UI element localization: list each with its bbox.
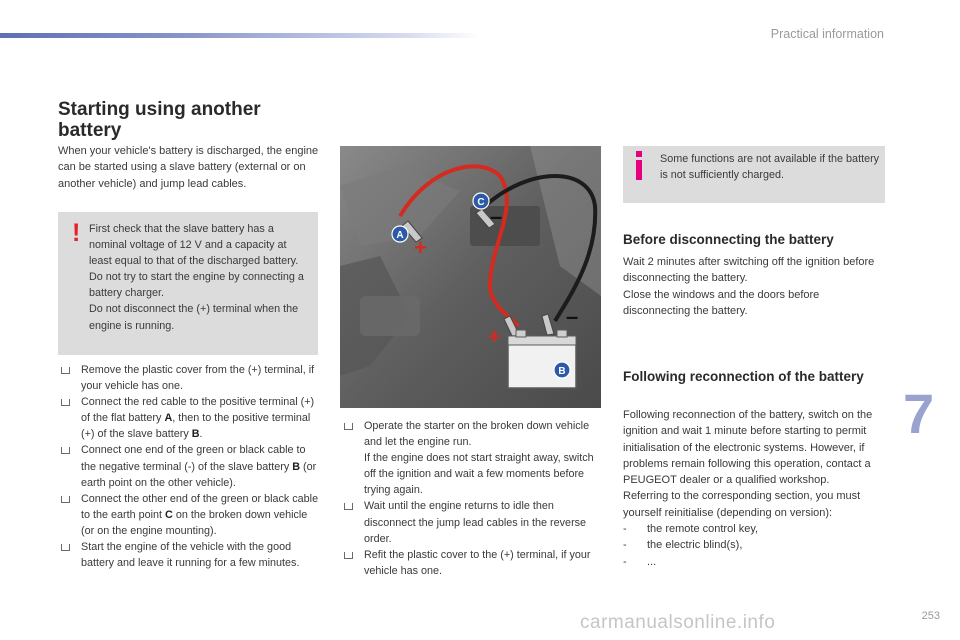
disconnect-text: Wait 2 minutes after switching off the ignition before disconnecting the battery. Close the windows and the doors before disconnecting the battery. [623,256,875,317]
chapter-number: 7 [903,382,935,445]
info-text: Some functions are not available if the battery is not sufficiently charged. [660,153,880,182]
steps-list-middle [343,418,605,579]
checkbox-bullet-icon [344,503,353,510]
checkbox-bullet-icon [344,552,353,559]
info-box [623,146,885,203]
list-item: Connect the red cable to the positive terminal (+) of the flat battery A, then to the positive terminal (+) of the slave battery B. [60,394,322,442]
section-title: Practical information [770,27,884,41]
list-item: - ... [623,554,885,570]
list-item: Connect the other end of the green or black cable to the earth point C on the broken down vehicle (or on the engine mounting). [60,491,322,539]
label-a-marker [392,226,408,242]
section-heading-disconnect: Before disconnecting the battery [623,232,834,247]
list-item: - the remote control key, [623,521,885,537]
checkbox-bullet-icon [61,447,70,454]
battery-ref: B [191,428,200,441]
minus-sign: – [566,304,579,329]
engine-bay-graphic [340,146,601,408]
earth-point-ref: C [165,508,173,521]
list-item: - the electric blind(s), [623,537,885,553]
section-heading-reconnect: Following reconnection of the battery [623,369,864,384]
list-item: Remove the plastic cover from the (+) terminal, if your vehicle has one. [60,362,322,394]
list-item: Connect one end of the green or black cable to the negative terminal (-) of the slave battery B (or earth point on the other vehicle). [60,442,322,490]
svg-text:C: C [477,197,485,208]
battery-icon [508,330,576,388]
warning-line: Do not disconnect the (+) terminal when the engine is running. [89,303,299,332]
steps-list-left [60,362,322,571]
svg-text:B: B [558,366,566,377]
list-item: Operate the starter on the broken down vehicle and let the engine run. If the engine does not start straight away, switch off the ignition and wait a few moments before trying again. [343,418,605,498]
exclamation-icon: ! [72,219,81,247]
list-item: Wait until the engine returns to idle then disconnect the jump lead cables in the reverse order. [343,498,605,546]
svg-text:A: A [396,230,404,241]
plus-sign: + [414,235,427,260]
page-title: Starting using another battery [58,99,261,141]
checkbox-bullet-icon [61,544,70,551]
warning-line: Do not try to start the engine by connecting a battery charger. [89,271,304,300]
reconnect-text: Following reconnection of the battery, switch on the ignition and wait 1 minute before starting to permit initialisation of the electronic systems. However, if problems remain following this operation, contact a PEUGEOT dealer or a qualified workshop. Referring to the corresponding section, you must yourself reinitialise (depending on version): - the remote control key, - the electric blind(s), - ... [623,407,885,570]
checkbox-bullet-icon [61,367,70,374]
checkbox-bullet-icon [61,399,70,406]
intro-paragraph: When your vehicle's battery is discharged, the engine can be started using a slave battery (external or on another vehicle) and jump lead cables. [58,145,319,190]
list-item: Start the engine of the vehicle with the good battery and leave it running for a few minutes. [60,539,322,571]
checkbox-bullet-icon [344,423,353,430]
label-c-marker [473,193,489,209]
battery-ref: B [292,460,301,473]
header-accent-bar [0,33,480,38]
minus-sign: – [490,204,503,229]
watermark: carmanualsonline.info [580,612,776,633]
page-number: 253 [921,610,940,622]
plus-sign: + [488,324,501,349]
warning-box [58,212,318,355]
reinitialise-list [623,521,885,570]
label-b-marker [554,362,570,378]
info-icon [634,151,644,181]
warning-text [89,221,311,334]
battery-ref: A [164,412,173,425]
list-item: Refit the plastic cover to the (+) terminal, if your vehicle has one. [343,547,605,579]
warning-line: First check that the slave battery has a nominal voltage of 12 V and a capacity at least equal to that of the discharged battery. [89,223,299,268]
jump-start-illustration [340,146,601,408]
checkbox-bullet-icon [61,496,70,503]
